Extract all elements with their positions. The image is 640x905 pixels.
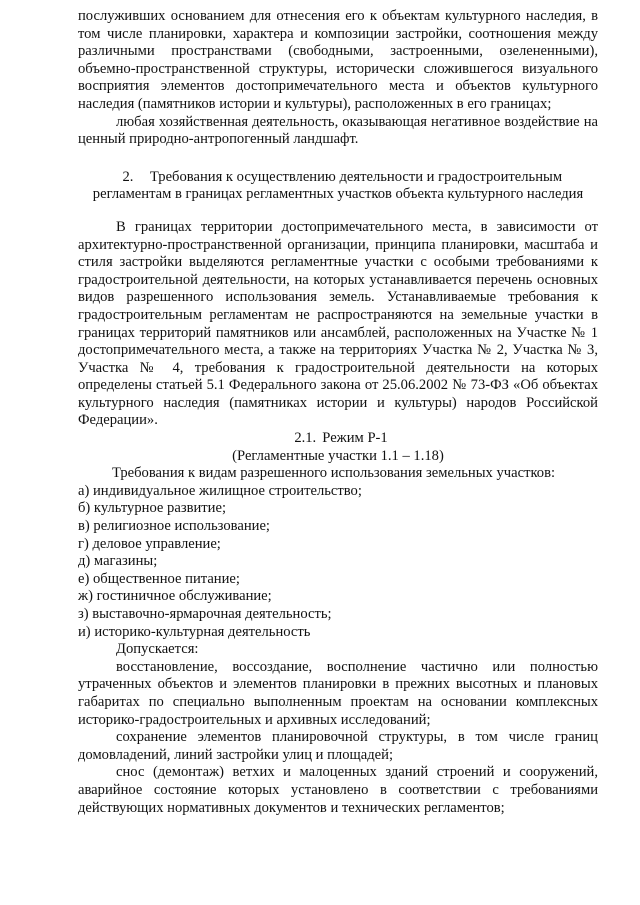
section-paragraph: В границах территории достопримечательного места, в зависимости от архитектурно-пространственной организации, принципа планировки, масштаба и стиля застройки выделяются регламентные участки с особыми требованиями к градостроительной деятельности, на которых устанавливается перечень основных видов разрешенного использования земель. Устанавливаемые требования к градостроительным регламентам не распространяются на земельные участки в границах территорий памятников или ансамблей, расположенных на Участке № 1 достопримечательного места, а также на территориях Участка № 2, Участка № 3, Участка № 4, требования к градостроительной деятельности на которых определены статьей 5.1 Федерального закона от 25.06.2002 № 73-ФЗ «Об объектах культурного наследия (памятниках истории и культуры) народов Российской Федерации». — [78, 218, 598, 429]
intro-paragraph: послуживших основанием для отнесения его к объектам культурного наследия, в том числе планировки, характера и композиции застройки, соотношения между различными пространствами (свободными, застроенными, озелененными), объемно-пространственной структуры, исторически сложившегося визуального восприятия элементов достопримечательного места и объектов культурного наследия (памятников истории и культуры), расположенных в его границах; — [78, 8, 598, 112]
list-item: е) общественное питание; — [78, 570, 240, 587]
list-item: з) выставочно-ярмарочная деятельность; — [78, 606, 332, 622]
section-heading-line — [78, 169, 598, 187]
allowed-paragraph: сохранение элементов планировочной структуры, в том числе границ домовладений, линий застройки улиц и площадей; — [78, 729, 598, 763]
intro-paragraph: любая хозяйственная деятельность, оказывающая негативное воздействие на ценный природно-антропогенный ландшафт. — [78, 113, 598, 148]
list-item: г) деловое управление; — [78, 535, 221, 552]
allowed-paragraph: снос (демонтаж) ветхих и малоценных зданий строений и сооружений, аварийное состояние которых установлено в соответствии с требованиями действующих нормативных документов и технических регламентов; — [78, 764, 598, 816]
list-item: д) магазины; — [78, 553, 158, 570]
allowed-paragraph: восстановление, воссоздание, восполнение частично или полностью утраченных объектов и элементов планировки в прежних высотных и плановых габаритах по специально выполненным проектам на основании комплексных историко-градостроительных и архивных исследований; — [78, 658, 598, 728]
section-number: 2. — [122, 168, 134, 185]
subsection-title: Режим Р-1 — [322, 430, 388, 447]
list-item: ж) гостиничное обслуживание; — [78, 588, 272, 605]
allowed-heading: Допускается: — [116, 641, 199, 658]
subsection-number: 2.1. — [294, 430, 317, 447]
list-item: а) индивидуальное жилищное строительство; — [78, 482, 362, 499]
list-item: и) историко-культурная деятельность — [78, 623, 311, 640]
list-item: б) культурное развитие; — [78, 500, 227, 517]
land-use-list — [78, 483, 598, 641]
list-item: в) религиозное использование; — [78, 518, 270, 535]
subsection-subtitle: (Регламентные участки 1.1 – 1.18) — [232, 447, 444, 464]
section-heading — [78, 169, 598, 204]
land-use-heading: Требования к видам разрешенного использования земельных участков: — [112, 465, 556, 482]
section-title: Требования к осуществлению деятельности и градостроительным — [149, 168, 563, 185]
subsection-heading — [78, 430, 598, 448]
document-page — [78, 8, 598, 817]
section-title-continued: регламентам в границах регламентных участков объекта культурного наследия — [92, 186, 584, 203]
